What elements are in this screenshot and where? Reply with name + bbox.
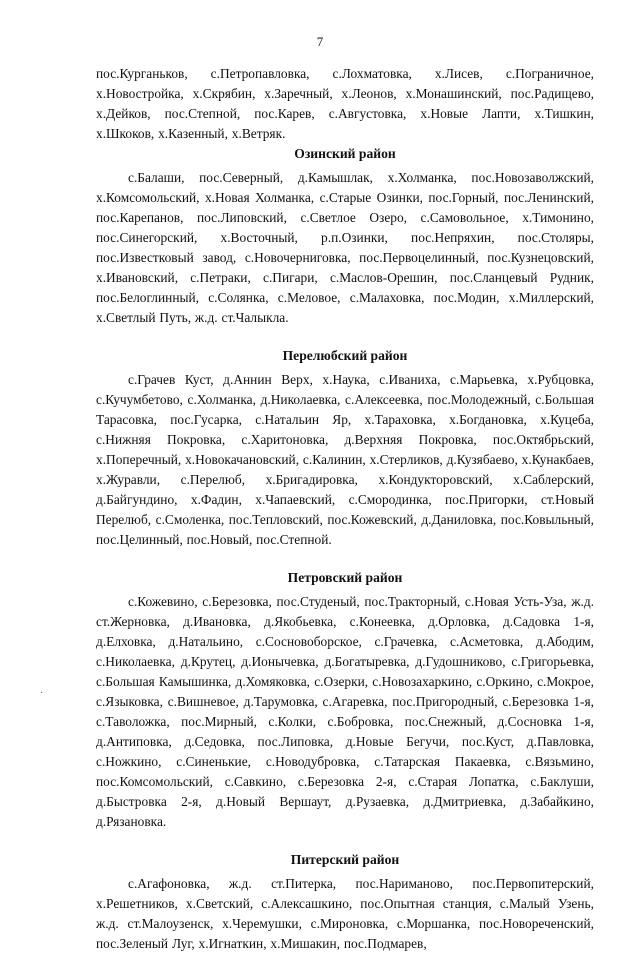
section-pitersky xyxy=(96,850,594,954)
continuation-paragraph: пос.Курганьков, с.Петропавловка, с.Лохматовка, х.Лисев, с.Пограничное, х.Новостройка, х.Скрябин, х.Заречный, х.Леонов, х.Монашинский, пос.Радищево, х.Дейков, пос.Степной, пос.Карев, с.Августовка, х.Новые Лапти, х.Тишкин, х.Шкоков, х.Казенный, х.Ветряк. xyxy=(96,66,594,141)
section-perelyubsky xyxy=(96,346,594,550)
section-heading: Озинский район xyxy=(294,146,396,161)
section-paragraph: с.Агафоновка, ж.д. ст.Питерка, пос.Нариманово, пос.Первопитерский, х.Решетников, х.Светский, с.Алексашкино, пос.Опытная станция, с.Малый Узень, ж.д. ст.Малоузенск, х.Черемушки, с.Мироновка, с.Моршанка, пос.Новореченский, пос.Зеленый Луг, х.Игнаткин, х.Мишакин, пос.Подмарев, xyxy=(96,876,594,951)
scan-speck: · xyxy=(40,688,44,699)
section-paragraph: с.Балаши, пос.Северный, д.Камышлак, х.Холманка, пос.Новозаволжский, х.Комсомольский, х.Новая Холманка, с.Старые Озинки, пос.Горный, пос.Ленинский, пос.Карепанов, пос.Липовский, с.Светлое Озеро, с.Самовольное, х.Тимонино, пос.Синегорский, х.Восточный, р.п.Озинки, пос.Непряхин, пос.Столяры, пос.Известковый завод, с.Новочерниговка, пос.Первоцелинный, пос.Кузнецовский, х.Ивановский, с.Петраки, с.Пигари, с.Маслов-Орешин, пос.Сланцевый Рудник, пос.Белоглинный, с.Солянка, с.Меловое, с.Малаховка, пос.Модин, х.Миллерский, х.Светлый Путь, ж.д. ст.Чалыкла. xyxy=(96,170,594,325)
section-ozinsky xyxy=(96,144,594,328)
section-heading: Питерский район xyxy=(290,852,400,867)
section-paragraph: с.Грачев Куст, д.Аннин Верх, х.Наука, с.Иваниха, с.Марьевка, х.Рубцовка, с.Кучумбетово, с.Холманка, д.Николаевка, с.Алексеевка, пос.Молодежный, с.Большая Тарасовка, пос.Гусарка, с.Натальин Яр, х.Тараховка, х.Богдановка, х.Куцеба, с.Нижняя Покровка, с.Харитоновка, д.Верхняя Покровка, пос.Октябрьский, х.Поперечный, х.Новокачановский, с.Калинин, х.Стерликов, д.Кузябаево, х.Кунакбаев, х.Журавли, с.Перелюб, х.Бригадировка, х.Кондукторовский, х.Саблерский, д.Байгундино, х.Фадин, х.Чапаевский, с.Смородинка, пос.Пригорки, ст.Новый Перелюб, с.Смоленка, пос.Тепловский, пос.Кожевский, д.Даниловка, пос.Ковыльный, пос.Целинный, пос.Новый, пос.Степной. xyxy=(96,372,594,547)
section-paragraph: с.Кожевино, с.Березовка, пос.Студеный, пос.Тракторный, с.Новая Усть-Уза, ж.д. ст.Жерновка, д.Ивановка, д.Якобьевка, с.Конеевка, д.Орловка, д.Садовка 1-я, д.Елховка, д.Натальино, с.Сосновоборское, с.Грачевка, с.Асметовка, д.Абодим, с.Николаевка, д.Крутец, д.Ионычевка, д.Богатыревка, д.Гудошниково, с.Григорьевка, с.Большая Камышинка, д.Хомяковка, с.Озерки, с.Новозахаркино, с.Оркино, с.Мокрое, с.Языковка, с.Вишневое, д.Тарумовка, с.Агаревка, пос.Пригородный, с.Березовка 1-я, с.Таволожка, пос.Мирный, с.Колки, с.Бобровка, пос.Снежный, д.Сосновка 1-я, д.Антиповка, д.Седовка, пос.Липовка, д.Новые Бегучи, пос.Куст, д.Павловка, с.Ножкино, с.Синенькие, с.Новодубровка, с.Татарская Пакаевка, с.Вязьмино, пос.Комсомольский, с.Савкино, с.Березовка 2-я, с.Старая Лопатка, с.Баклуши, д.Быстровка 2-я, д.Новый Вершаут, д.Рузаевка, д.Дмитриевка, д.Забайкино, д.Рязановка. xyxy=(96,594,594,829)
document-body xyxy=(96,64,594,954)
section-heading: Перелюбский район xyxy=(282,348,408,363)
section-heading: Петровский район xyxy=(287,570,403,585)
page-number: 7 xyxy=(316,34,324,49)
section-petrovsky xyxy=(96,568,594,832)
